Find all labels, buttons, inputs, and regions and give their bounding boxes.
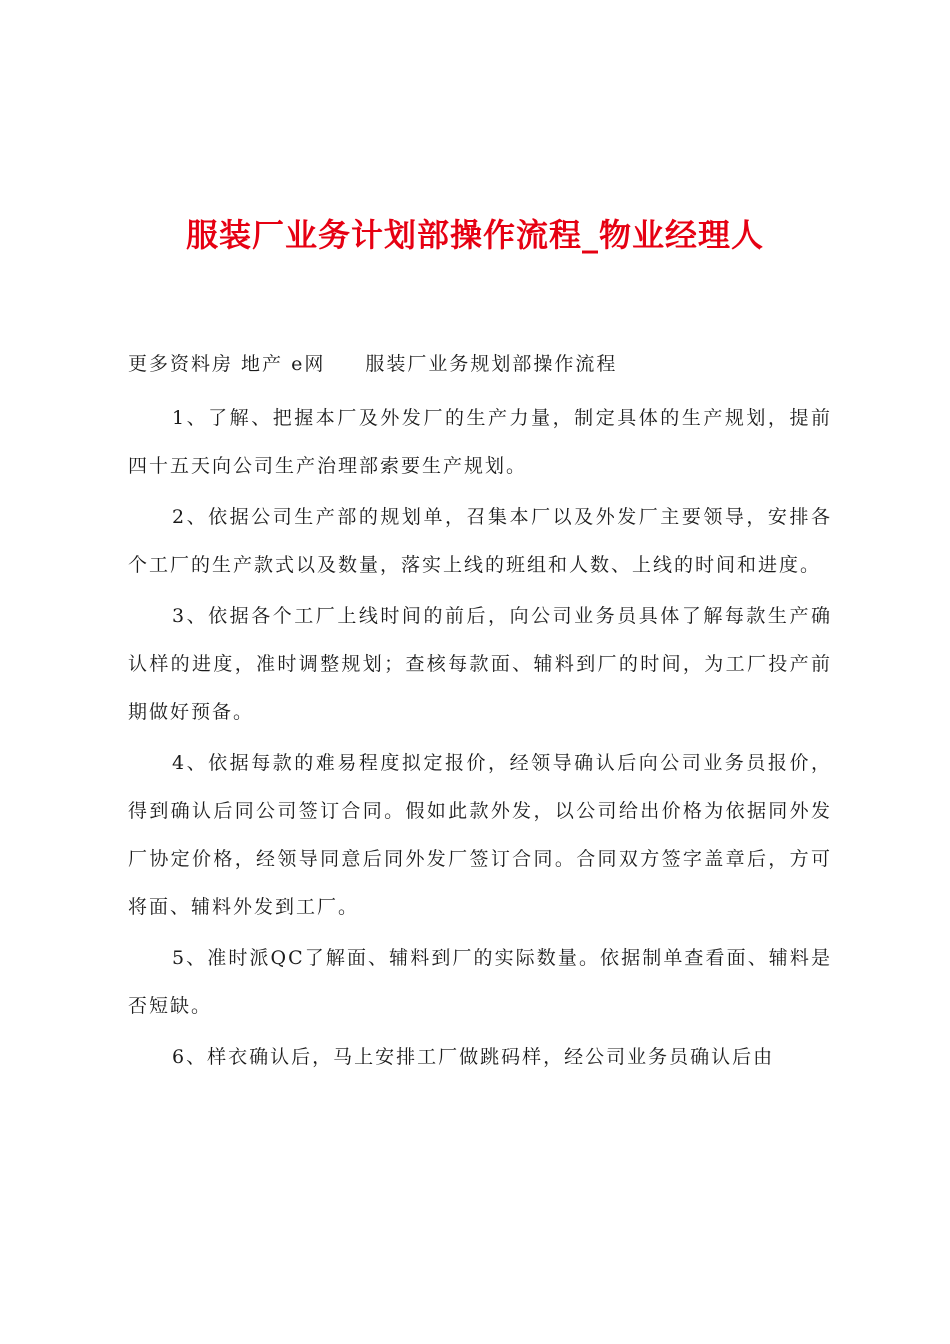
document-title: 服装厂业务计划部操作流程_物业经理人 [185, 216, 764, 254]
paragraph-5: 5、准时派QC了解面、辅料到厂的实际数量。依据制单查看面、辅料是否短缺。 [128, 947, 832, 1017]
document-subheader [128, 349, 617, 376]
paragraph-3: 3、依据各个工厂上线时间的前后，向公司业务员具体了解每款生产确认样的进度，准时调整规划；查核每款面、辅料到厂的时间，为工厂投产前期做好预备。 [128, 605, 832, 723]
section-heading: 服装厂业务规划部操作流程 [365, 353, 618, 375]
paragraph-2: 2、依据公司生产部的规划单，召集本厂以及外发厂主要领导，安排各个工厂的生产款式以及数量，落实上线的班组和人数、上线的时间和进度。 [128, 506, 832, 576]
document-body [128, 394, 832, 1084]
paragraph-4: 4、依据每款的难易程度拟定报价，经领导确认后向公司业务员报价，得到确认后同公司签订合同。假如此款外发，以公司给出价格为依据同外发厂协定价格，经领导同意后同外发厂签订合同。合同双方签字盖章后，方可将面、辅料外发到工厂。 [128, 752, 832, 918]
paragraph-1: 1、了解、把握本厂及外发厂的生产力量，制定具体的生产规划，提前四十五天向公司生产治理部索要生产规划。 [128, 407, 832, 477]
source-label: 更多资料房 地产 e网 [128, 353, 326, 375]
paragraph-6: 6、样衣确认后，马上安排工厂做跳码样，经公司业务员确认后由 [172, 1046, 775, 1068]
